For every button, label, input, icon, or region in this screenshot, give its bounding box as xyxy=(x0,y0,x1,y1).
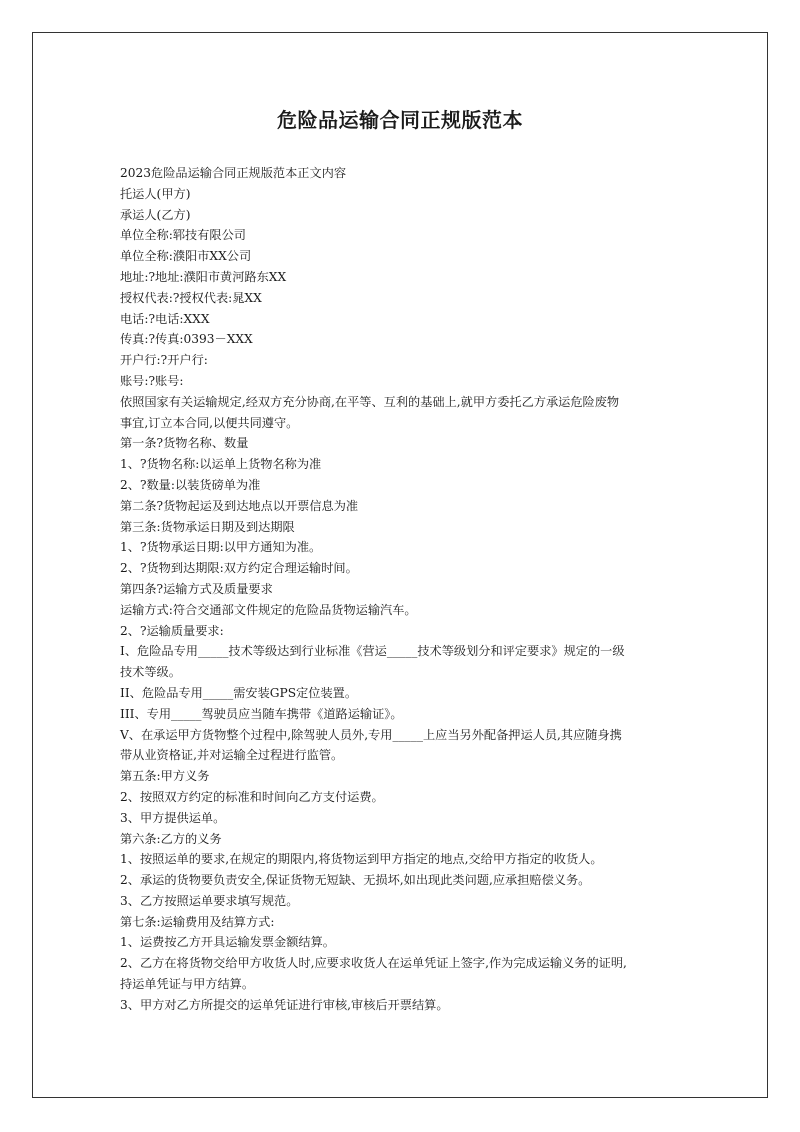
document-line: 开户行:?开户行: xyxy=(120,353,208,368)
document-line: 2、?货物到达期限:双方约定合理运输时间。 xyxy=(120,561,358,576)
document-line: 单位全称:濮阳市XX公司 xyxy=(120,249,252,264)
document-line: 第七条:运输费用及结算方式: xyxy=(120,914,275,929)
document-title: 危险品运输合同正规版范本 xyxy=(277,108,523,132)
document-line: II、危险品专用_____需安装GPS定位装置。 xyxy=(120,685,358,700)
document-line: 2、?运输质量要求: xyxy=(120,623,224,638)
document-line: 1、运费按乙方开具运输发票金额结算。 xyxy=(120,935,335,950)
document-line: 1、?货物名称:以运单上货物名称为准 xyxy=(120,457,322,472)
document-line: 授权代表:?授权代表:晁XX xyxy=(120,290,262,305)
document-line: 地址:?地址:濮阳市黄河路东XX xyxy=(120,269,287,284)
document-line: 技术等级。 xyxy=(120,665,181,680)
document-line: 第五条:甲方义务 xyxy=(120,769,210,784)
document-line: 单位全称:郓技有限公司 xyxy=(120,228,246,243)
document-line: 托运人(甲方) xyxy=(120,186,191,201)
document-line: 第四条?运输方式及质量要求 xyxy=(120,581,273,596)
document-line: 2、承运的货物要负责安全,保证货物无短缺、无损坏,如出现此类问题,应承担赔偿义务。 xyxy=(120,873,591,888)
document-line: 3、甲方提供运单。 xyxy=(120,810,226,825)
document-line: 第三条:货物承运日期及到达期限 xyxy=(120,519,295,534)
document-line: I、危险品专用_____技术等级达到行业标准《营运_____技术等级划分和评定要求》规定的一级 xyxy=(120,644,625,659)
document-line: V、在承运甲方货物整个过程中,除驾驶人员外,专用_____上应当另外配备押运人员,其应随身携 xyxy=(120,727,622,742)
document-line: 事宜,订立本合同,以便共同遵守。 xyxy=(120,415,299,430)
document-line: 持运单凭证与甲方结算。 xyxy=(120,977,255,992)
document-line: 1、按照运单的要求,在规定的期限内,将货物运到甲方指定的地点,交给甲方指定的收货人。 xyxy=(120,852,603,867)
document-line: 运输方式:符合交通部文件规定的危险品货物运输汽车。 xyxy=(120,602,417,617)
document-line: 2023危险品运输合同正规版范本正文内容 xyxy=(120,166,347,180)
document-line: 2、?数量:以装货磅单为准 xyxy=(120,477,261,492)
document-line: 1、?货物承运日期:以甲方通知为准。 xyxy=(120,540,322,555)
document-line: III、专用_____驾驶员应当随车携带《道路运输证》。 xyxy=(120,706,403,721)
document-line: 账号:?账号: xyxy=(120,373,184,388)
document-line: 依照国家有关运输规定,经双方充分协商,在平等、互利的基础上,就甲方委托乙方承运危险废物 xyxy=(120,394,620,409)
document-line: 第一条?货物名称、数量 xyxy=(120,436,249,451)
document-body xyxy=(120,163,690,1016)
document-line: 2、乙方在将货物交给甲方收货人时,应要求收货人在运单凭证上签字,作为完成运输义务的证明, xyxy=(120,956,627,971)
document-line: 传真:?传真:0393－XXX xyxy=(120,332,253,347)
document-line: 3、甲方对乙方所提交的运单凭证进行审核,审核后开票结算。 xyxy=(120,997,449,1012)
document-line: 2、按照双方约定的标准和时间向乙方支付运费。 xyxy=(120,789,384,804)
document-line: 承运人(乙方) xyxy=(120,207,191,222)
document-line: 第六条:乙方的义务 xyxy=(120,831,222,846)
document-line: 带从业资格证,并对运输全过程进行监管。 xyxy=(120,748,344,763)
document-line: 第二条?货物起运及到达地点以开票信息为准 xyxy=(120,498,359,513)
document-line: 3、乙方按照运单要求填写规范。 xyxy=(120,893,299,908)
document-line: 电话:?电话:XXX xyxy=(120,311,210,326)
